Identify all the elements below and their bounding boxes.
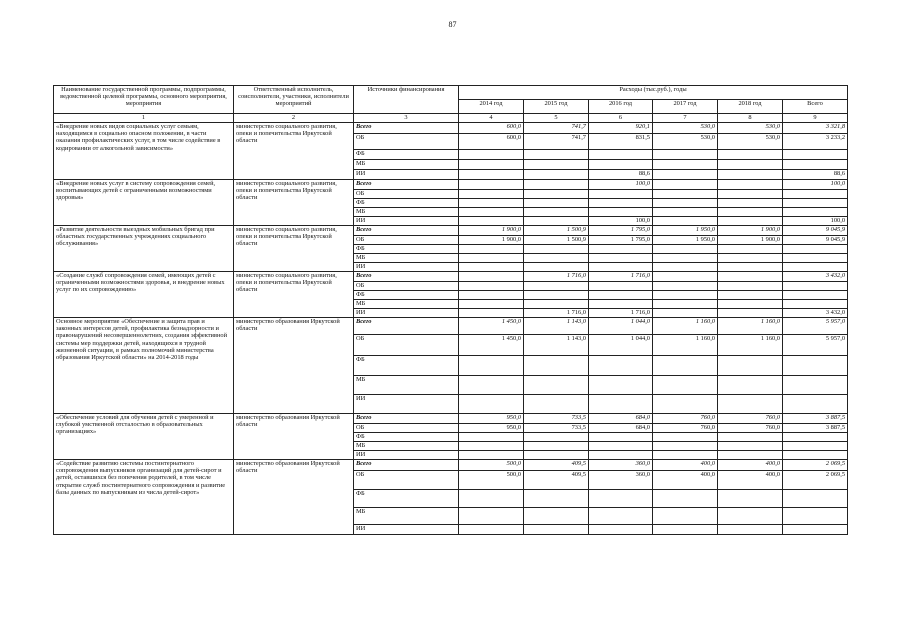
year-value [718, 263, 783, 272]
year-value [524, 282, 589, 291]
year-value [718, 217, 783, 226]
year-value [524, 180, 589, 190]
funding-source: ОБ [354, 335, 459, 356]
year-value: 741,7 [524, 123, 589, 134]
year-value [459, 508, 524, 525]
year-value [459, 199, 524, 208]
year-value [718, 170, 783, 180]
table-row [54, 414, 848, 424]
year-value [653, 508, 718, 525]
year-value: 100,0 [589, 217, 653, 226]
year-value [718, 525, 783, 535]
year-value [718, 150, 783, 160]
year-value: 400,0 [653, 460, 718, 471]
year-value [589, 433, 653, 442]
year-value [718, 254, 783, 263]
year-value [653, 395, 718, 414]
year-value [653, 525, 718, 535]
funding-source: МБ [354, 300, 459, 309]
table-row [54, 272, 848, 282]
year-value [718, 356, 783, 376]
year-value [459, 433, 524, 442]
total-value: 3 432,0 [783, 309, 848, 318]
year-value: 409,5 [524, 471, 589, 490]
year-value [589, 376, 653, 395]
year-value: 733,5 [524, 414, 589, 424]
year-value [653, 199, 718, 208]
year-value [459, 442, 524, 451]
year-value: 600,0 [459, 123, 524, 134]
year-value [653, 433, 718, 442]
total-value [783, 150, 848, 160]
year-value: 920,1 [589, 123, 653, 134]
year-header: 2016 год [589, 100, 653, 114]
total-value: 100,0 [783, 180, 848, 190]
year-value [459, 180, 524, 190]
year-value [524, 508, 589, 525]
total-value [783, 245, 848, 254]
year-value [653, 451, 718, 460]
responsible-executor: министерство образования Иркутской области [234, 414, 354, 460]
year-value [589, 245, 653, 254]
responsible-executor: министерство образования Иркутской области [234, 318, 354, 414]
responsible-executor: министерство социального развития, опеки и попечительства Иркутской области [234, 123, 354, 180]
year-value [718, 208, 783, 217]
activity-name: «Создание служб сопровождения семей, имеющих детей с ограниченными возможностями здоровья, и внедрение новых услуг по их сопровождению» [54, 272, 234, 318]
year-value [589, 508, 653, 525]
year-value [718, 282, 783, 291]
column-number: 7 [653, 114, 718, 123]
year-value [589, 208, 653, 217]
funding-source: МБ [354, 160, 459, 170]
funding-source: ИИ [354, 309, 459, 318]
year-value: 100,0 [589, 180, 653, 190]
year-value [524, 199, 589, 208]
activity-name: «Внедрение новых услуг в систему сопровождения семей, воспитывающих детей с ограниченными возможностями здоровья» [54, 180, 234, 226]
table-header [54, 86, 848, 123]
year-value [718, 433, 783, 442]
year-value: 530,0 [653, 134, 718, 150]
year-value: 1 716,0 [589, 272, 653, 282]
year-value: 1 795,0 [589, 236, 653, 245]
year-value: 1 900,0 [459, 226, 524, 236]
year-value: 831,5 [589, 134, 653, 150]
year-value: 760,0 [718, 424, 783, 433]
year-value: 760,0 [653, 414, 718, 424]
column-number: 5 [524, 114, 589, 123]
table-body [54, 123, 848, 535]
total-value [783, 190, 848, 199]
total-value [783, 508, 848, 525]
column-number: 3 [354, 114, 459, 123]
year-value [653, 291, 718, 300]
funding-source: ФБ [354, 150, 459, 160]
year-value: 88,6 [589, 170, 653, 180]
year-value [524, 263, 589, 272]
year-value [459, 190, 524, 199]
total-value [783, 376, 848, 395]
funding-source: ОБ [354, 424, 459, 433]
year-value: 1 795,0 [589, 226, 653, 236]
year-value [589, 282, 653, 291]
year-value [589, 300, 653, 309]
year-value: 400,0 [718, 471, 783, 490]
year-value: 1 500,9 [524, 226, 589, 236]
year-value [524, 442, 589, 451]
year-value: 530,0 [718, 134, 783, 150]
table-row [54, 226, 848, 236]
year-value: 1 160,0 [718, 318, 783, 335]
activity-name: «Обеспечение условий для обучения детей с умеренной и глубокой умственной отсталостью в образовательных организациях» [54, 414, 234, 460]
year-value: 360,0 [589, 471, 653, 490]
year-value [589, 395, 653, 414]
activity-name: «Содействие развитию системы постинтернатного сопровождения выпускников организаций для детей-сирот и детей, оставшихся без попечения родителей, в том числе открытие служб постинтернатного сопровождения и развитие базы данных по выпускникам из числа детей-сирот» [54, 460, 234, 535]
year-value [653, 490, 718, 508]
year-value [459, 309, 524, 318]
total-value [783, 490, 848, 508]
total-value [783, 282, 848, 291]
year-value: 1 950,0 [653, 226, 718, 236]
total-value [783, 300, 848, 309]
year-value [459, 525, 524, 535]
table-row [54, 180, 848, 190]
funding-source: МБ [354, 208, 459, 217]
year-value [524, 150, 589, 160]
financing-table [53, 85, 848, 535]
year-value [653, 272, 718, 282]
year-value: 950,0 [459, 414, 524, 424]
year-value [459, 272, 524, 282]
year-value: 1 044,0 [589, 335, 653, 356]
funding-source: ФБ [354, 356, 459, 376]
col-resp-header: Ответственный исполнитель, соисполнители, участники, исполнители мероприятий [234, 86, 354, 114]
funding-source: ИИ [354, 395, 459, 414]
year-value [459, 395, 524, 414]
year-value: 500,0 [459, 471, 524, 490]
year-value [718, 190, 783, 199]
year-value [718, 376, 783, 395]
year-value: 1 950,0 [653, 236, 718, 245]
year-value [524, 300, 589, 309]
year-value: 684,0 [589, 424, 653, 433]
year-value [653, 217, 718, 226]
year-value: 760,0 [718, 414, 783, 424]
year-value [459, 291, 524, 300]
year-value [524, 356, 589, 376]
year-value: 1 716,0 [524, 309, 589, 318]
funding-source: ФБ [354, 245, 459, 254]
year-value [718, 199, 783, 208]
total-value: 88,6 [783, 170, 848, 180]
total-value [783, 442, 848, 451]
year-value [653, 263, 718, 272]
responsible-executor: министерство социального развития, опеки и попечительства Иркутской области [234, 180, 354, 226]
year-value [459, 282, 524, 291]
year-value: 1 900,0 [718, 226, 783, 236]
year-header: 2018 год [718, 100, 783, 114]
year-value: 500,0 [459, 460, 524, 471]
year-value [653, 356, 718, 376]
year-value [459, 300, 524, 309]
year-value [459, 490, 524, 508]
year-value [459, 150, 524, 160]
funding-source: ИИ [354, 217, 459, 226]
year-value [718, 300, 783, 309]
total-value: 3 321,8 [783, 123, 848, 134]
year-value [459, 263, 524, 272]
funding-source: ОБ [354, 471, 459, 490]
activity-name: «Развитие деятельности выездных мобильных бригад при областных государственных учреждениях социального обслуживания» [54, 226, 234, 272]
year-value: 600,0 [459, 134, 524, 150]
year-value [718, 442, 783, 451]
year-header: 2017 год [653, 100, 718, 114]
funding-source: ОБ [354, 190, 459, 199]
funding-source: ИИ [354, 263, 459, 272]
year-value [653, 190, 718, 199]
total-value: 9 045,9 [783, 226, 848, 236]
year-value: 1 450,0 [459, 335, 524, 356]
year-header: 2015 год [524, 100, 589, 114]
funding-source: Всего [354, 226, 459, 236]
total-value: 3 432,0 [783, 272, 848, 282]
year-value: 1 900,0 [459, 236, 524, 245]
total-value: 3 887,5 [783, 424, 848, 433]
funding-source: МБ [354, 376, 459, 395]
funding-source: ОБ [354, 236, 459, 245]
funding-source: Всего [354, 460, 459, 471]
year-value [718, 490, 783, 508]
activity-name: «Внедрение новых видов социальных услуг семьям, находящимся в социально опасном положении, в части оказания профилактических услуг, в том числе содействие в кодировании от алкогольной зависимости» [54, 123, 234, 180]
year-value: 1 500,9 [524, 236, 589, 245]
funding-source: ОБ [354, 134, 459, 150]
year-value: 1 160,0 [718, 335, 783, 356]
total-value [783, 356, 848, 376]
year-value: 1 716,0 [589, 309, 653, 318]
year-value: 360,0 [589, 460, 653, 471]
year-value [524, 490, 589, 508]
total-value [783, 451, 848, 460]
funding-source: Всего [354, 272, 459, 282]
year-value [718, 508, 783, 525]
total-header: Всего [783, 100, 848, 114]
year-value: 1 143,0 [524, 318, 589, 335]
year-value [653, 442, 718, 451]
total-value [783, 395, 848, 414]
year-value [524, 395, 589, 414]
total-value [783, 199, 848, 208]
year-value [718, 272, 783, 282]
year-value: 1 143,0 [524, 335, 589, 356]
table-row [54, 460, 848, 471]
total-value [783, 254, 848, 263]
year-value: 530,0 [653, 123, 718, 134]
year-value [459, 208, 524, 217]
col-name-header: Наименование государственной программы, подпрограммы, ведомственной целевой программы, основного мероприятия, мероприятия [54, 86, 234, 114]
year-value [718, 309, 783, 318]
funding-source: МБ [354, 254, 459, 263]
year-value [524, 451, 589, 460]
year-value [589, 525, 653, 535]
total-value: 9 045,9 [783, 236, 848, 245]
column-number: 6 [589, 114, 653, 123]
total-value: 100,0 [783, 217, 848, 226]
column-number: 4 [459, 114, 524, 123]
total-value [783, 208, 848, 217]
year-value [459, 217, 524, 226]
funding-source: ФБ [354, 291, 459, 300]
funding-source: ОБ [354, 282, 459, 291]
year-value [653, 160, 718, 170]
year-value: 760,0 [653, 424, 718, 433]
year-value [653, 282, 718, 291]
responsible-executor: министерство социального развития, опеки и попечительства Иркутской области [234, 272, 354, 318]
funding-source: МБ [354, 442, 459, 451]
year-value: 1 160,0 [653, 335, 718, 356]
year-value [589, 254, 653, 263]
year-value [589, 442, 653, 451]
year-value [653, 208, 718, 217]
funding-source: Всего [354, 180, 459, 190]
funding-source: Всего [354, 414, 459, 424]
year-value [718, 160, 783, 170]
year-header: 2014 год [459, 100, 524, 114]
funding-source: Всего [354, 318, 459, 335]
year-value [524, 254, 589, 263]
funding-source: Всего [354, 123, 459, 134]
activity-name: Основное мероприятие «Обеспечение и защита прав и законных интересов детей, профилактика безнадзорности и правонарушений несовершеннолетних, создания эффективной системы мер поддержки детей, находящихся в трудной жизненной ситуации, в рамках полномочий министерства образования Иркутской области» на 2014-2018 годы [54, 318, 234, 414]
year-value [589, 199, 653, 208]
total-value: 5 957,0 [783, 318, 848, 335]
year-value [589, 263, 653, 272]
column-number: 8 [718, 114, 783, 123]
total-value: 2 069,5 [783, 471, 848, 490]
year-value [524, 217, 589, 226]
year-value: 950,0 [459, 424, 524, 433]
responsible-executor: министерство социального развития, опеки и попечительства Иркутской области [234, 226, 354, 272]
year-value [653, 245, 718, 254]
funding-source: ФБ [354, 433, 459, 442]
funding-source: ИИ [354, 525, 459, 535]
year-value [524, 208, 589, 217]
year-value: 1 450,0 [459, 318, 524, 335]
year-value: 409,5 [524, 460, 589, 471]
year-value [653, 376, 718, 395]
total-value: 3 233,2 [783, 134, 848, 150]
year-value [459, 376, 524, 395]
total-value: 5 957,0 [783, 335, 848, 356]
table-row [54, 318, 848, 335]
year-value [718, 451, 783, 460]
year-value: 1 160,0 [653, 318, 718, 335]
year-value [524, 245, 589, 254]
year-value: 530,0 [718, 123, 783, 134]
year-value [718, 395, 783, 414]
funding-source: ИИ [354, 170, 459, 180]
year-value [524, 376, 589, 395]
total-value [783, 263, 848, 272]
year-value [524, 525, 589, 535]
year-value: 684,0 [589, 414, 653, 424]
year-value [459, 356, 524, 376]
year-value [718, 291, 783, 300]
total-value [783, 525, 848, 535]
year-value [653, 150, 718, 160]
year-value [459, 170, 524, 180]
year-value [653, 254, 718, 263]
page-number: 87 [448, 20, 457, 29]
funding-source: ИИ [354, 451, 459, 460]
year-value [589, 291, 653, 300]
year-value [653, 309, 718, 318]
responsible-executor: министерство образования Иркутской области [234, 460, 354, 535]
table-row [54, 123, 848, 134]
year-value: 1 044,0 [589, 318, 653, 335]
col-expenses-header: Расходы (тыс.руб.), годы [459, 86, 848, 100]
year-value [653, 300, 718, 309]
year-value: 741,7 [524, 134, 589, 150]
year-value: 400,0 [653, 471, 718, 490]
year-value: 1 716,0 [524, 272, 589, 282]
total-value [783, 160, 848, 170]
column-number: 9 [783, 114, 848, 123]
year-value [589, 356, 653, 376]
year-value [653, 180, 718, 190]
year-value [524, 170, 589, 180]
total-value [783, 433, 848, 442]
year-value [459, 451, 524, 460]
year-value [653, 170, 718, 180]
year-value: 1 900,0 [718, 236, 783, 245]
year-value [589, 451, 653, 460]
year-value: 400,0 [718, 460, 783, 471]
year-value [589, 490, 653, 508]
funding-source: ФБ [354, 490, 459, 508]
year-value [459, 160, 524, 170]
year-value [718, 180, 783, 190]
total-value: 3 887,5 [783, 414, 848, 424]
year-value [524, 160, 589, 170]
year-value [524, 291, 589, 300]
year-value [524, 190, 589, 199]
col-source-header: Источники финансирования [354, 86, 459, 114]
funding-source: МБ [354, 508, 459, 525]
total-value: 2 069,5 [783, 460, 848, 471]
year-value [459, 245, 524, 254]
year-value [718, 245, 783, 254]
total-value [783, 291, 848, 300]
year-value [589, 150, 653, 160]
year-value [524, 433, 589, 442]
funding-source: ФБ [354, 199, 459, 208]
year-value [589, 190, 653, 199]
column-number: 1 [54, 114, 234, 123]
column-number: 2 [234, 114, 354, 123]
year-value [589, 160, 653, 170]
year-value: 733,5 [524, 424, 589, 433]
year-value [459, 254, 524, 263]
